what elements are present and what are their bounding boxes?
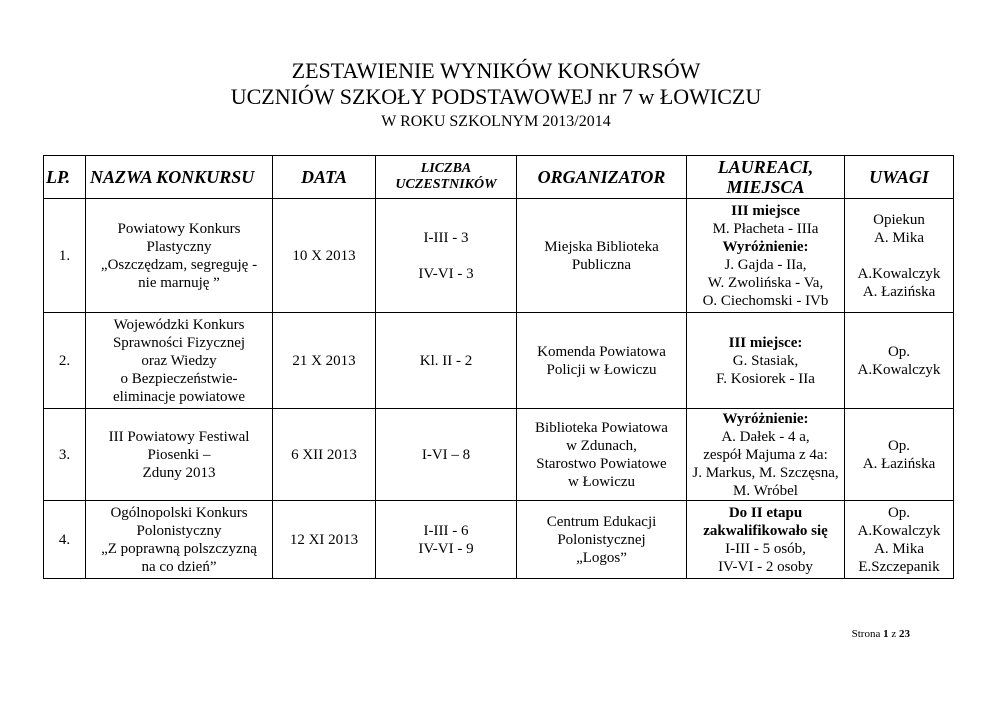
winners-heading: III miejsce [731,202,800,219]
table-row [44,199,954,313]
winners-heading: Wyróżnienie: [722,410,809,427]
cell-lp: 4. [44,501,86,579]
name-line: Polonistyczny [136,522,222,539]
winners-line: J. Gajda - IIa, [724,256,807,273]
notes-line: A. Mika [874,229,924,246]
cell-lp: 2. [44,313,86,409]
organizer-line: Biblioteka Powiatowa [535,419,668,436]
winners-line: IV-VI - 2 osoby [718,558,813,575]
winners-line: G. Stasiak, [732,352,799,369]
cell-winners [687,501,845,579]
participants-line: IV-VI - 3 [418,265,474,282]
cell-date: 6 XII 2013 [273,409,376,501]
footer-page-total: 23 [899,628,910,640]
cell-name [86,501,273,579]
notes-line: A.Kowalczyk [857,361,941,378]
page-footer [760,628,910,640]
cell-participants [376,501,517,579]
cell-participants [376,409,517,501]
cell-winners [687,199,845,313]
cell-date: 10 X 2013 [273,199,376,313]
organizer-line: Centrum Edukacji [546,513,657,530]
name-line: Ogólnopolski Konkurs [110,504,248,521]
notes-line: A. Łazińska [862,455,936,472]
winners-line: zespół Majuma z 4a: [703,446,828,463]
cell-date: 21 X 2013 [273,313,376,409]
cell-notes [845,409,954,501]
header-winners [687,156,845,199]
winners-line: J. Markus, M. Szczęsna, [692,464,839,481]
name-line: Piosenki – [147,446,211,463]
header-winners-line-1: LAUREACI, [717,157,814,177]
notes-line: Op. [887,504,911,521]
organizer-line: Starostwo Powiatowe [536,455,667,472]
name-line: III Powiatowy Festiwal [108,428,250,445]
notes-line: A. Łazińska [862,283,936,300]
cell-organizer [517,409,687,501]
line-spacer [378,247,514,265]
notes-line: Op. [887,437,911,454]
footer-middle: z [888,628,899,640]
cell-organizer [517,199,687,313]
name-line: Powiatowy Konkurs [117,220,241,237]
cell-name [86,313,273,409]
cell-notes [845,313,954,409]
name-line: Wojewódzki Konkurs [113,316,245,333]
header-organizer: ORGANIZATOR [517,156,687,199]
header-date: DATA [273,156,376,199]
notes-line: A.Kowalczyk [857,265,941,282]
cell-lp: 3. [44,409,86,501]
winners-line: M. Wróbel [733,482,798,499]
cell-participants [376,199,517,313]
participants-line: I-III - 3 [423,229,469,246]
winners-line: M. Płacheta - IIIa [712,220,819,237]
table-header-row [44,156,954,199]
cell-lp: 1. [44,199,86,313]
organizer-line: Komenda Powiatowa [537,343,666,360]
table-row [44,313,954,409]
cell-notes [845,199,954,313]
cell-notes [845,501,954,579]
participants-line: I-III - 6 [423,522,469,539]
document-title-line-1: ZESTAWIENIE WYNIKÓW KONKURSÓW [291,58,701,83]
winners-heading: III miejsce: [728,334,803,351]
notes-line: E.Szczepanik [858,558,940,575]
organizer-line: Publiczna [571,256,632,273]
winners-heading: zakwalifikowało się [703,522,828,539]
winners-heading: Wyróżnienie: [722,238,809,255]
name-line: Plastyczny [146,238,212,255]
organizer-line: Polonistycznej [557,531,646,548]
cell-name [86,409,273,501]
name-line: „Oszczędzam, segreguję - [100,256,258,273]
cell-organizer [517,313,687,409]
notes-line: Op. [887,343,911,360]
name-line: Sprawności Fizycznej [112,334,246,351]
cell-name [86,199,273,313]
footer-page-number: 1 [883,628,889,640]
winners-line: A. Dałek - 4 a, [721,428,810,445]
header-lp: LP. [44,156,86,199]
name-line: Zduny 2013 [142,464,216,481]
header-name: NAZWA KONKURSU [86,156,273,199]
header-participants [376,156,517,199]
participants-line: I-VI – 8 [421,446,471,463]
cell-winners [687,409,845,501]
document-title-line-3: W ROKU SZKOLNYM 2013/2014 [381,113,611,130]
footer-prefix: Strona [851,628,884,640]
cell-organizer [517,501,687,579]
organizer-line: w Zdunach, [566,437,637,454]
winners-heading: Do II etapu [728,504,803,521]
header-winners-line-2: MIEJSCA [726,177,805,197]
winners-line: W. Zwolińska - Va, [707,274,824,291]
name-line: eliminacje powiatowe [112,388,246,405]
cell-winners [687,313,845,409]
table-row [44,501,954,579]
organizer-line: w Łowiczu [567,473,636,490]
notes-line: A. Mika [874,540,924,557]
organizer-line: Policji w Łowiczu [546,361,657,378]
document-title-line-2: UCZNIÓW SZKOŁY PODSTAWOWEJ nr 7 w ŁOWICZU [230,84,762,109]
participants-line: IV-VI - 9 [418,540,474,557]
name-line: nie marnuję ” [138,274,220,291]
header-participants-line-1: LICZBA [420,161,472,176]
header-notes: UWAGI [845,156,954,199]
organizer-line: „Logos” [576,549,627,566]
notes-line: A.Kowalczyk [857,522,941,539]
winners-line: O. Ciechomski - IVb [702,292,829,309]
name-line: oraz Wiedzy [141,352,217,369]
line-spacer [847,247,951,265]
name-line: o Bezpieczeństwie- [120,370,238,387]
cell-participants [376,313,517,409]
cell-date: 12 XI 2013 [273,501,376,579]
name-line: „Z poprawną polszczyzną [101,540,257,557]
header-participants-line-2: UCZESTNIKÓW [395,177,497,192]
winners-line: F. Kosiorek - IIa [716,370,815,387]
results-table [43,155,954,579]
notes-line: Opiekun [873,211,925,228]
winners-line: I-III - 5 osób, [725,540,806,557]
name-line: na co dzień” [141,558,217,575]
table-row [44,409,954,501]
organizer-line: Miejska Biblioteka [544,238,659,255]
participants-line: Kl. II - 2 [419,352,473,369]
